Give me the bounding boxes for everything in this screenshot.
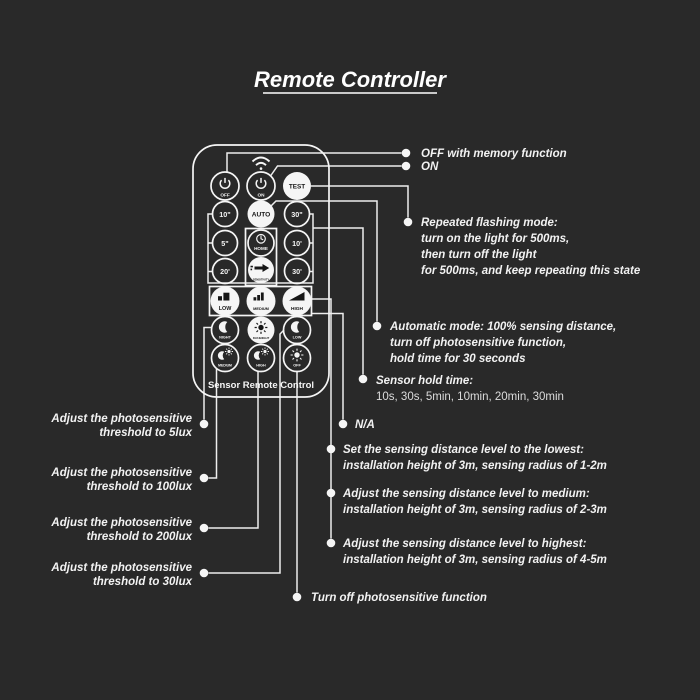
time-10min-label: 10' [292, 238, 302, 248]
svg-text:turn off photosensitive functi: turn off photosensitive function, [390, 337, 567, 349]
photo-off-label: OFF [293, 363, 301, 368]
bullet-off [402, 149, 411, 158]
svg-text:Sensor hold time:: Sensor hold time: [376, 375, 474, 387]
remote-label: Sensor Remote Control [207, 380, 315, 391]
sun-icon [255, 321, 268, 334]
svg-text:Adjust the photosensitive: Adjust the photosensitive [51, 562, 192, 574]
svg-text:Adjust the sensing distance le: Adjust the sensing distance level to highest: [343, 538, 587, 550]
photo-medium-label: MEDIUM [218, 363, 232, 368]
distance-high-button [283, 287, 312, 316]
bullet-dist-highest [327, 539, 336, 548]
annotation-photo-off: Turn off photosensitive function [311, 592, 487, 604]
distance-low-label: LOW [218, 306, 232, 312]
time-5s-label: 5" [221, 238, 229, 248]
wifi-dot [260, 167, 263, 170]
bullet-lux100 [200, 474, 209, 483]
bullet-na [339, 420, 348, 429]
time-20min-label: 20' [220, 266, 230, 276]
test-button [283, 172, 311, 200]
page-title: Remote Controller [254, 67, 446, 92]
svg-text:installation height of 3m, sen: installation height of 3m, sensing radius of 2-3m [343, 504, 607, 516]
sun-icon [291, 349, 304, 362]
photo-day-night-label: DAY&NIGHT [252, 336, 270, 340]
svg-text:for 500ms, and keep repeating: for 500ms, and keep repeating this state [421, 265, 641, 277]
annotation-off-memory: OFF with memory function [421, 148, 567, 160]
bullet-flashing [404, 218, 413, 227]
svg-text:Adjust the photosensitive: Adjust the photosensitive [51, 517, 192, 529]
bullet-auto [373, 322, 382, 331]
bullet-lux200 [200, 524, 209, 533]
svg-text:Repeated flashing mode:: Repeated flashing mode: [421, 217, 558, 229]
annotation-on: ON [421, 161, 439, 173]
annotation-na: N/A [355, 419, 375, 431]
distance-high-label: HIGH [291, 307, 303, 312]
svg-text:threshold to 5lux: threshold to 5lux [99, 427, 192, 439]
bullet-on [402, 162, 411, 171]
bullet-dist-medium [327, 489, 336, 498]
svg-text:10s, 30s, 5min, 10min, 20min,: 10s, 30s, 5min, 10min, 20min, 30min [376, 391, 564, 403]
time-30s-label: 30" [291, 209, 303, 219]
bullet-lux5 [200, 420, 209, 429]
svg-text:Adjust the photosensitive: Adjust the photosensitive [51, 413, 192, 425]
bullet-lux30 [200, 569, 209, 578]
bullet-hold-time [359, 375, 368, 384]
photo-day-night-button [248, 317, 275, 344]
photo-night-label: NIGHT [219, 335, 231, 340]
bullet-dist-lowest [327, 445, 336, 454]
svg-text:then turn off the light: then turn off the light [421, 249, 537, 261]
distance-medium-label: MEDIUM [253, 306, 269, 311]
svg-text:threshold to 200lux: threshold to 200lux [86, 531, 192, 543]
svg-text:Adjust the sensing distance le: Adjust the sensing distance level to medium: [343, 488, 590, 500]
auto-button-label: AUTO [251, 211, 271, 219]
svg-text:threshold to 30lux: threshold to 30lux [92, 576, 192, 588]
svg-text:turn on the light for 500ms,: turn on the light for 500ms, [421, 233, 570, 245]
on-button-label: ON [257, 192, 265, 198]
home-button-label: HOME [254, 246, 268, 251]
bullet-photo-off [293, 593, 302, 602]
off-button-label: OFF [220, 192, 230, 198]
svg-text:installation height of 3m, sen: installation height of 3m, sensing radius of 4-5m [343, 554, 607, 566]
svg-text:Set the sensing distance level: Set the sensing distance level to the lowest: [343, 444, 584, 456]
distance-low-button [211, 287, 240, 316]
sensitivity-button [248, 257, 274, 283]
photo-low-label: LOW [292, 335, 302, 340]
svg-text:hold time for 30 seconds: hold time for 30 seconds [390, 353, 526, 365]
test-button-label: TEST [288, 183, 306, 191]
svg-text:Automatic mode: 100% sensing d: Automatic mode: 100% sensing distance, [390, 321, 617, 333]
photo-high-label: HIGH [256, 363, 266, 368]
time-30min-label: 30' [292, 266, 302, 276]
svg-text:installation height of 3m, sen: installation height of 3m, sensing radius of 1-2m [343, 460, 607, 472]
svg-text:Adjust the photosensitive: Adjust the photosensitive [51, 467, 192, 479]
sensitivity-button-label: SENSITIVITY [252, 278, 270, 282]
time-10s-label: 10" [219, 209, 231, 219]
svg-text:threshold to 100lux: threshold to 100lux [86, 481, 192, 493]
distance-medium-button [247, 287, 276, 316]
auto-button [248, 201, 275, 228]
